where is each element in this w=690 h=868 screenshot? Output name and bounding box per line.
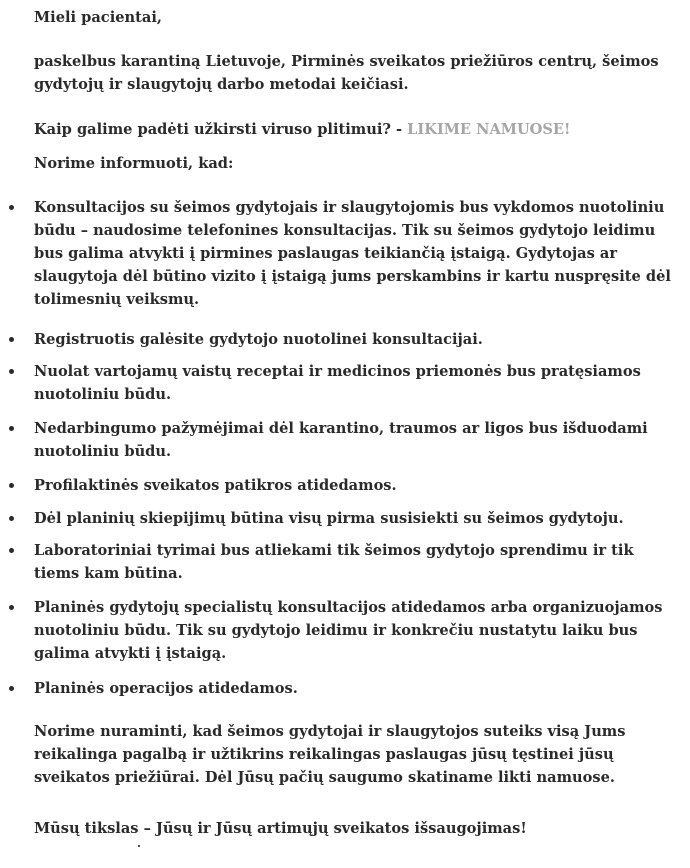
list-item-text: Laboratoriniai tyrimai bus atliekami tik šeimos gydytojo sprendimu ir tik tiems kam būtina.	[34, 542, 634, 582]
list-item-text: Dėl planinių skiepijimų būtina visų pirma susisiekti su šeimos gydytoju.	[34, 510, 624, 527]
list-item-text: Nuolat vartojamų vaistų receptai ir medicinos priemonės bus pratęsiamos nuotoliniu būdu.	[34, 363, 641, 403]
list-item	[34, 507, 674, 530]
bullet-icon	[9, 426, 14, 431]
bullet-icon	[9, 205, 14, 210]
bullet-icon	[9, 605, 14, 610]
bullet-icon	[9, 337, 14, 342]
intro-paragraph: paskelbus karantiną Lietuvoje, Pirminės sveikatos priežiūros centrų, šeimos gydytojų ir slaugytojų darbo metodai keičiasi.	[34, 53, 659, 93]
scan-speck	[138, 845, 140, 847]
bullet-icon	[9, 686, 14, 691]
list-item	[34, 196, 674, 311]
list-item-text: Registruotis galėsite gydytojo nuotolinei konsultacijai.	[34, 331, 483, 348]
bullet-icon	[9, 548, 14, 553]
list-item	[34, 596, 674, 665]
closing-line: Mūsų tikslas – Jūsų ir Jūsų artimųjų sveikatos išsaugojimas!	[34, 820, 527, 837]
list-item	[34, 474, 674, 497]
bullet-icon	[9, 516, 14, 521]
bullet-icon	[9, 369, 14, 374]
list-item-text: Profilaktinės sveikatos patikros atidedamos.	[34, 477, 397, 494]
stay-home-highlight: LIKIME NAMUOSE!	[407, 121, 571, 138]
list-item-text: Konsultacijos su šeimos gydytojais ir slaugytojomis bus vykdomos nuotoliniu būdu – naudosime telefonines konsultacijas. Tik su šeimos gydytojo leidimu bus galima atvykti į pirmines paslaugas teikiančią įstaigą. Gydytojas ar slaugytoja dėl būtino vizito į įstaigą jums perskambins ir kartu nuspręsite dėl tolimesnių veiksmų.	[34, 199, 671, 308]
list-item	[34, 360, 674, 406]
list-item	[34, 539, 674, 585]
list-item-text: Planinės operacijos atidedamos.	[34, 680, 298, 697]
question-text: Kaip galime padėti užkirsti viruso plitimui? -	[34, 121, 408, 138]
question-paragraph	[34, 118, 674, 141]
list-item	[34, 417, 674, 463]
bullet-icon	[9, 483, 14, 488]
greeting: Mieli pacientai,	[34, 9, 162, 26]
list-item	[34, 328, 674, 351]
reassurance-paragraph: Norime nuraminti, kad šeimos gydytojai ir slaugytojos suteiks visą Jums reikalinga pagalbą ir užtikrins reikalingas paslaugas jūsų tęstinei jūsų sveikatos priežiūrai. Dėl Jūsų pačių saugumo skatiname likti namuose.	[34, 723, 626, 786]
list-item	[34, 677, 674, 700]
list-item-text: Nedarbingumo pažymėjimai dėl karantino, traumos ar ligos bus išduodami nuotoliniu būdu.	[34, 420, 648, 460]
inform-paragraph: Norime informuoti, kad:	[34, 155, 234, 172]
list-item-text: Planinės gydytojų specialistų konsultacijos atidedamos arba organizuojamos nuotoliniu būdu. Tik su gydytojo leidimu ir konkrečiu nustatytu laiku bus galima atvykti į įstaigą.	[34, 599, 663, 662]
